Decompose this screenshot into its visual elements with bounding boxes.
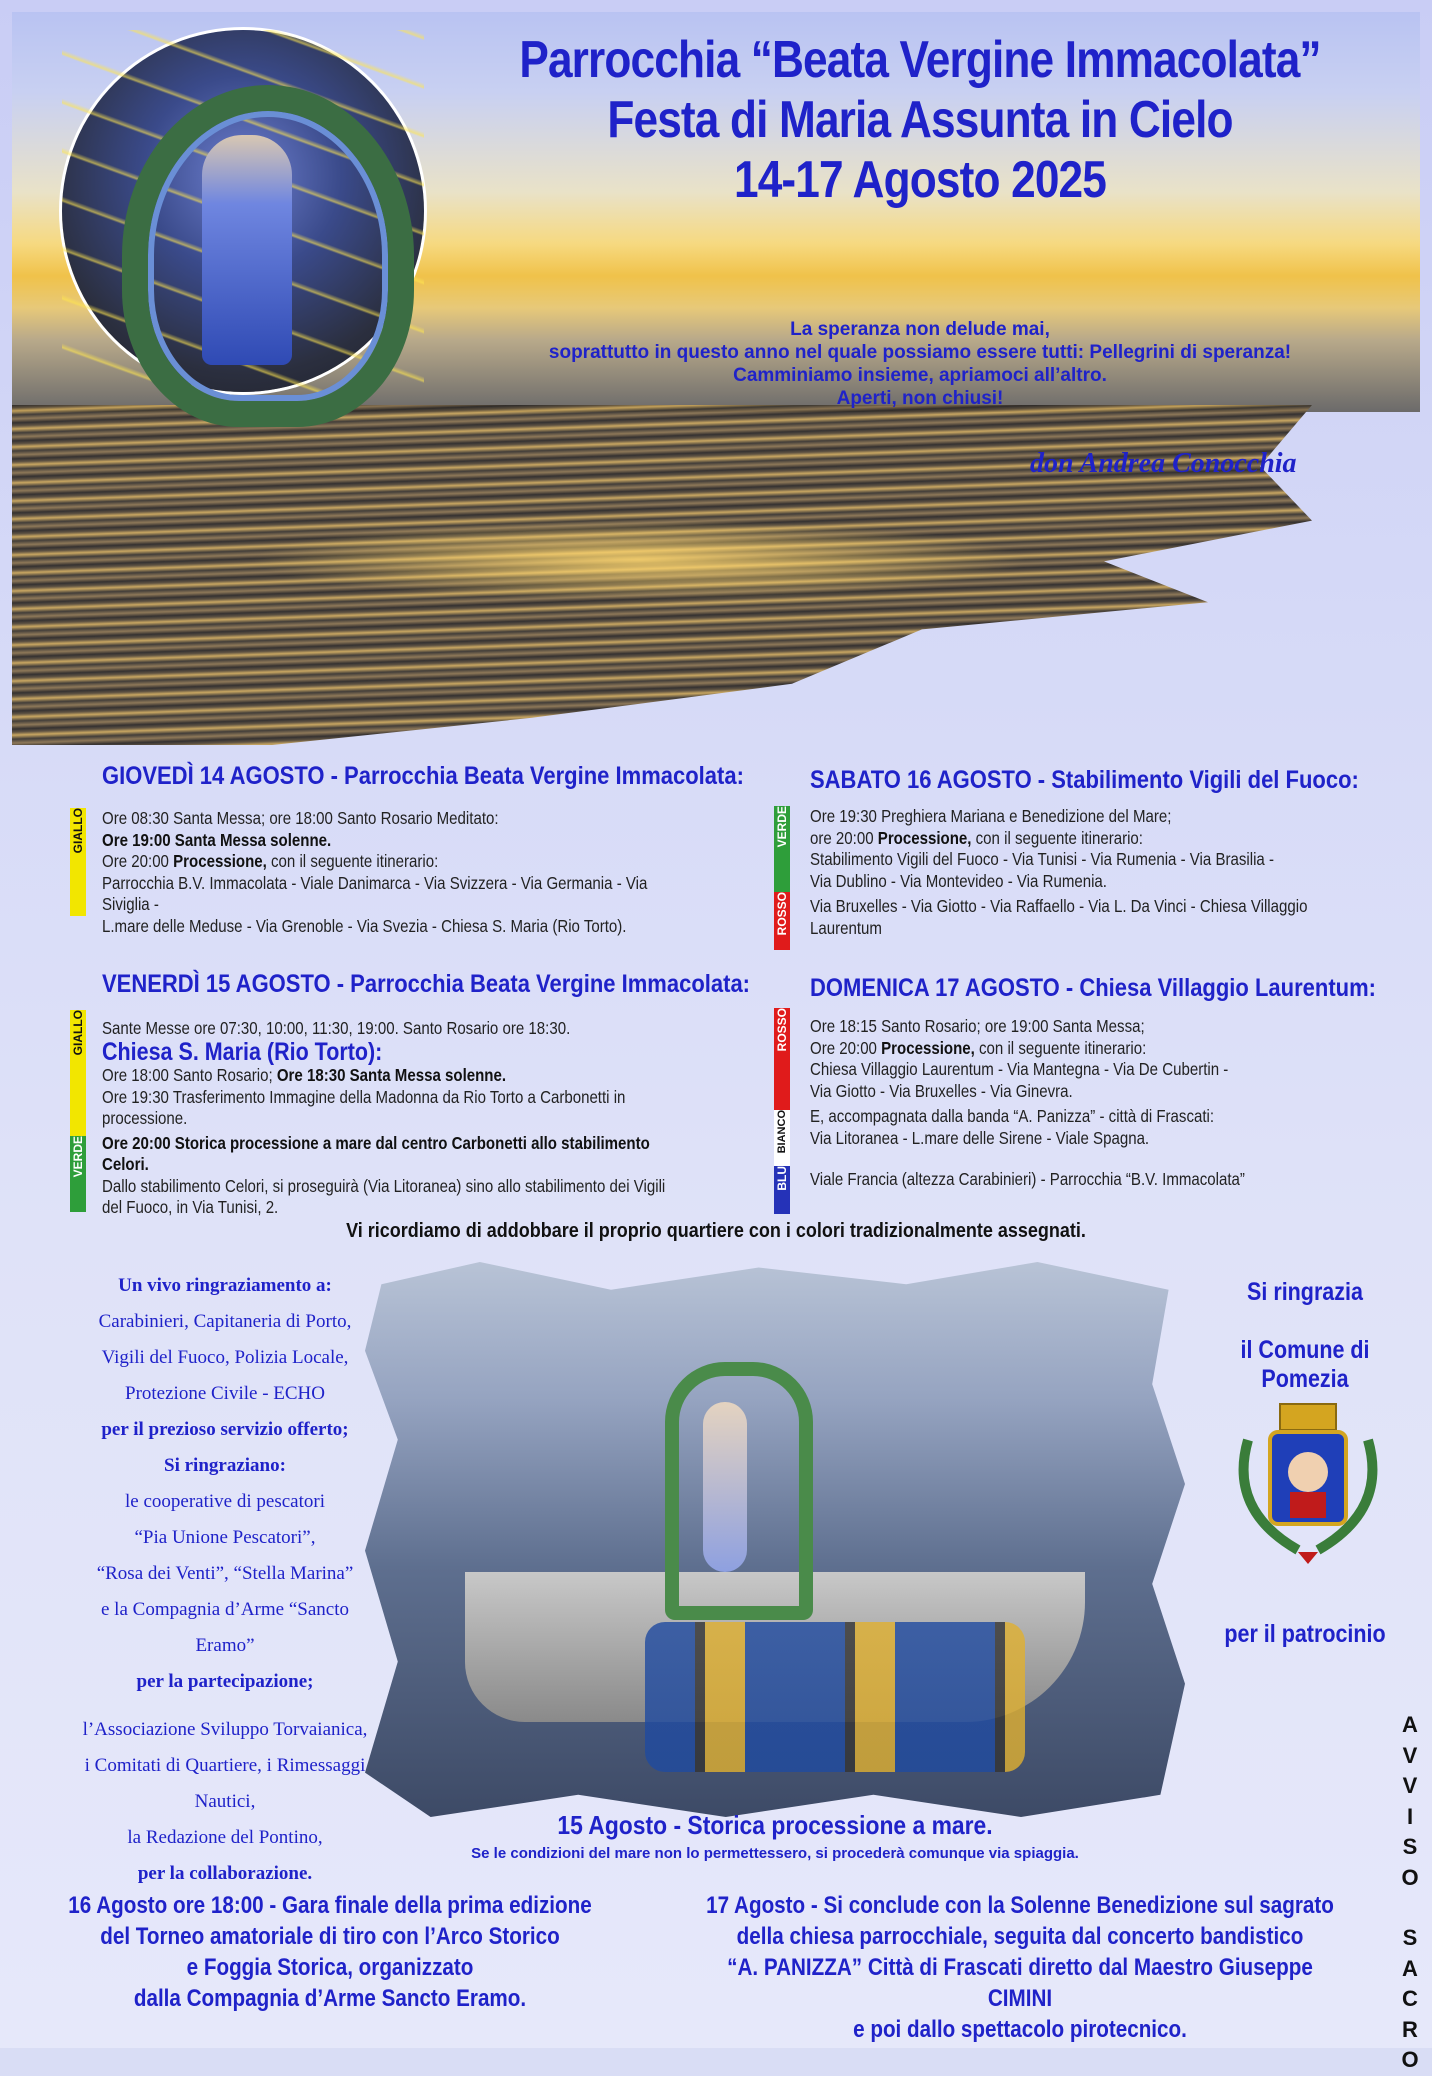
photo-note: Se le condizioni del mare non lo permettessero, si procederà comunque via spiaggia. xyxy=(471,1845,1079,1862)
program-text-bold: Processione, xyxy=(173,851,267,871)
avviso-letter: A xyxy=(1402,1712,1418,1737)
program-line: Ore 08:30 Santa Messa; ore 18:00 Santo Rosario Meditato: xyxy=(102,808,499,828)
program-line xyxy=(102,830,687,852)
program-line: Via Litoranea - L.mare delle Sirene - Viale Spagna. xyxy=(810,1127,1150,1148)
program-line: Dallo stabilimento Celori, si proseguirà (Via Litoranea) sino allo stabilimento dei Vigili xyxy=(102,1175,666,1196)
quote-line: Aperti, non chiusi! xyxy=(836,388,1004,409)
program-text: Ore 20:00 xyxy=(102,851,174,871)
pomezia-crest-icon xyxy=(1228,1400,1388,1570)
bottom-line: dalla Compagnia d’Arme Sancto Eramo. xyxy=(133,1985,527,2012)
bottom-line: del Torneo amatoriale di tiro con l’Arco Storico xyxy=(100,1923,560,1950)
program-text: ore 20:00 xyxy=(810,827,878,848)
band-label: ROSSO xyxy=(775,892,789,936)
thanks-line: per il prezioso servizio offerto; xyxy=(101,1419,349,1440)
thanks-line: i Comitati di Quartiere, i Rimessaggi Nautici, xyxy=(84,1755,366,1812)
domenica-heading: DOMENICA 17 AGOSTO - Chiesa Villaggio Laurentum: xyxy=(810,974,1376,1002)
avviso-letter: O xyxy=(1401,1864,1419,1890)
band-giallo xyxy=(70,1010,86,1136)
band-label: ROSSO xyxy=(775,1008,789,1052)
avviso-letter: V xyxy=(1402,1773,1418,1798)
comune-thanks-1: Si ringrazia xyxy=(1247,1278,1363,1306)
venerdi-program xyxy=(102,1018,687,1219)
program-text: Ore 18:00 Santo Rosario; xyxy=(102,1065,277,1085)
avviso-sacro xyxy=(1398,1710,1422,2076)
avviso-letter: C xyxy=(1402,1986,1418,2011)
domenica-program xyxy=(810,1016,1335,1191)
thanks-line: l’Associazione Sviluppo Torvaianica, xyxy=(82,1719,368,1740)
pastor-quote xyxy=(440,318,1400,410)
thanks-line: Si ringraziano: xyxy=(164,1455,286,1476)
program-text: Ore 20:00 xyxy=(810,1037,882,1058)
bottom-line: e poi dallo spettacolo pirotecnico. xyxy=(853,2016,1187,2043)
decoration-reminder: Vi ricordiamo di addobbare il proprio quartiere con i colori tradizionalmente assegnati. xyxy=(346,1220,1086,1242)
giovedi-heading: GIOVEDÌ 14 AGOSTO - Parrocchia Beata Vergine Immacolata: xyxy=(102,762,744,790)
crowd-in-water xyxy=(645,1622,1025,1772)
bottom-line: 17 Agosto - Si conclude con la Solenne Benedizione sul sagrato xyxy=(706,1892,1334,1919)
quote-line: soprattutto in questo anno nel quale possiamo essere tutti: Pellegrini di speranza! xyxy=(548,342,1292,363)
thanks-line: Carabinieri, Capitaneria di Porto, xyxy=(98,1311,352,1332)
sea-procession-photo xyxy=(365,1262,1185,1817)
program-line-bold: Ore 20:00 Storica processione a mare dal centro Carbonetti allo stabilimento Celori. xyxy=(102,1132,650,1174)
closing-blessing-note xyxy=(693,1890,1347,2045)
avviso-letter: R xyxy=(1402,2016,1418,2042)
photo-caption: 15 Agosto - Storica processione a mare. xyxy=(557,1810,993,1840)
program-line xyxy=(102,1133,687,1176)
band-verde xyxy=(70,1136,86,1212)
band-label: VERDE xyxy=(71,1136,85,1178)
thanks-spacer xyxy=(70,1700,380,1712)
program-line: Parrocchia B.V. Immacolata - Viale Danimarca - Via Svizzera - Via Germania - Via Siviglia - xyxy=(102,872,648,914)
title-feast: Festa di Maria Assunta in Cielo xyxy=(607,91,1233,149)
program-text: con il seguente itinerario: xyxy=(266,851,439,871)
program-line: E, accompagnata dalla banda “A. Panizza” - città di Frascati: xyxy=(810,1106,1215,1126)
program-line: Sante Messe ore 07:30, 10:00, 11:30, 19:00. Santo Rosario ore 18:30. xyxy=(102,1018,571,1038)
bottom-line: “A. PANIZZA” Città di Frascati diretto dal Maestro Giuseppe CIMINI xyxy=(727,1954,1313,2012)
avviso-letter: A xyxy=(1402,1955,1418,1981)
avviso-letter: S xyxy=(1402,1925,1418,1950)
archery-tournament-note xyxy=(55,1890,605,2014)
bottom-line: 16 Agosto ore 18:00 - Gara finale della prima edizione xyxy=(68,1892,592,1919)
thanks-line: Un vivo ringraziamento a: xyxy=(118,1275,332,1296)
quote-line: Camminiamo insieme, apriamoci all’altro. xyxy=(733,365,1107,386)
band-blu xyxy=(774,1166,790,1214)
program-line: Chiesa Villaggio Laurentum - Via Mantegna - Via De Cubertin - xyxy=(810,1059,1229,1079)
venerdi-heading: VENERDÌ 15 AGOSTO - Parrocchia Beata Vergine Immacolata: xyxy=(102,970,751,998)
thanks-line: e la Compagnia d’Arme “Sancto Eramo” xyxy=(101,1599,349,1656)
program-line: Laurentum xyxy=(810,917,882,938)
thanks-line: le cooperative di pescatori xyxy=(125,1491,325,1512)
program-line xyxy=(102,851,687,873)
program-line: Stabilimento Vigili del Fuoco - Via Tunisi - Via Rumenia - Via Brasilia - xyxy=(810,849,1274,869)
program-text: con il seguente itinerario: xyxy=(974,1037,1147,1058)
band-label: VERDE xyxy=(775,806,789,848)
program-line: Ore 18:15 Santo Rosario; ore 19:00 Santa Messa; xyxy=(810,1016,1145,1036)
poster-title xyxy=(504,30,1337,210)
title-parish: Parrocchia “Beata Vergine Immacolata” xyxy=(519,31,1321,89)
program-text-bold: Ore 18:30 Santa Messa solenne. xyxy=(276,1065,507,1085)
band-verde xyxy=(774,806,790,892)
program-line-bold: Ore 19:00 Santa Messa solenne. xyxy=(102,829,332,850)
madonna-statue xyxy=(202,135,292,365)
thanks-column xyxy=(70,1268,380,1892)
band-rosso xyxy=(774,1008,790,1110)
madonna-photo xyxy=(62,30,424,392)
band-rosso xyxy=(774,892,790,950)
avviso-letter: S xyxy=(1402,1834,1418,1859)
program-text-bold: Processione, xyxy=(877,827,972,848)
band-label: BLU xyxy=(775,1166,789,1191)
sabato-program xyxy=(810,806,1335,939)
title-dates: 14-17 Agosto 2025 xyxy=(733,151,1107,209)
program-line: Ore 19:30 Preghiera Mariana e Benedizione del Mare; xyxy=(810,806,1172,826)
band-label: GIALLO xyxy=(71,1010,85,1056)
venerdi-subheading: Chiesa S. Maria (Rio Torto): xyxy=(102,1037,383,1066)
pastor-signature: don Andrea Conocchia xyxy=(1030,448,1297,479)
program-line xyxy=(810,828,1335,850)
comune-patronage: per il patrocinio xyxy=(1224,1620,1386,1648)
program-text: con il seguente itinerario: xyxy=(971,827,1143,848)
program-line: Via Dublino - Via Montevideo - Via Rumenia. xyxy=(810,870,1107,891)
thanks-line: “Pia Unione Pescatori”, xyxy=(134,1527,316,1548)
program-line: Ore 19:30 Trasferimento Immagine della Madonna da Rio Torto a Carbonetti in processione. xyxy=(102,1086,626,1128)
program-line xyxy=(102,1065,687,1087)
thanks-line: “Rosa dei Venti”, “Stella Marina” xyxy=(96,1563,354,1584)
band-label: GIALLO xyxy=(71,808,85,854)
bottom-line: della chiesa parrocchiale, seguita dal concerto bandistico xyxy=(736,1923,1304,1950)
avviso-letter: O xyxy=(1401,2047,1419,2072)
sun-reflection xyxy=(250,520,1030,600)
avviso-letter: V xyxy=(1402,1742,1418,1768)
thanks-line: per la partecipazione; xyxy=(136,1671,314,1692)
avviso-gap xyxy=(1398,1893,1422,1923)
program-line xyxy=(810,1038,1335,1060)
quote-line: La speranza non delude mai, xyxy=(790,319,1050,340)
program-line: Viale Francia (altezza Carabinieri) - Parrocchia “B.V. Immacolata” xyxy=(810,1169,1245,1189)
band-label: BIANCO xyxy=(776,1110,788,1154)
program-line: Via Giotto - Via Bruxelles - Via Ginevra. xyxy=(810,1080,1073,1101)
comune-thanks-2: il Comune di Pomezia xyxy=(1240,1336,1370,1393)
thanks-line: Protezione Civile - ECHO xyxy=(125,1383,325,1404)
program-line: L.mare delle Meduse - Via Grenoble - Via Svezia - Chiesa S. Maria (Rio Torto). xyxy=(102,915,627,936)
program-line: Via Bruxelles - Via Giotto - Via Raffaello - Via L. Da Vinci - Chiesa Villaggio xyxy=(810,896,1308,916)
sabato-heading: SABATO 16 AGOSTO - Stabilimento Vigili del Fuoco: xyxy=(810,766,1359,794)
band-bianco xyxy=(774,1110,790,1166)
thanks-line: la Redazione del Pontino, xyxy=(127,1827,323,1848)
program-line: del Fuoco, in Via Tunisi, 2. xyxy=(102,1197,279,1217)
bottom-line: e Foggia Storica, organizzato xyxy=(186,1954,474,1981)
avviso-letter: I xyxy=(1406,1803,1414,1829)
band-giallo xyxy=(70,808,86,916)
thanks-line: per la collaborazione. xyxy=(137,1863,313,1884)
thanks-line: Vigili del Fuoco, Polizia Locale, xyxy=(101,1347,349,1368)
program-text-bold: Processione, xyxy=(881,1037,975,1058)
madonna-statue-boat xyxy=(703,1402,747,1572)
giovedi-program xyxy=(102,808,687,937)
